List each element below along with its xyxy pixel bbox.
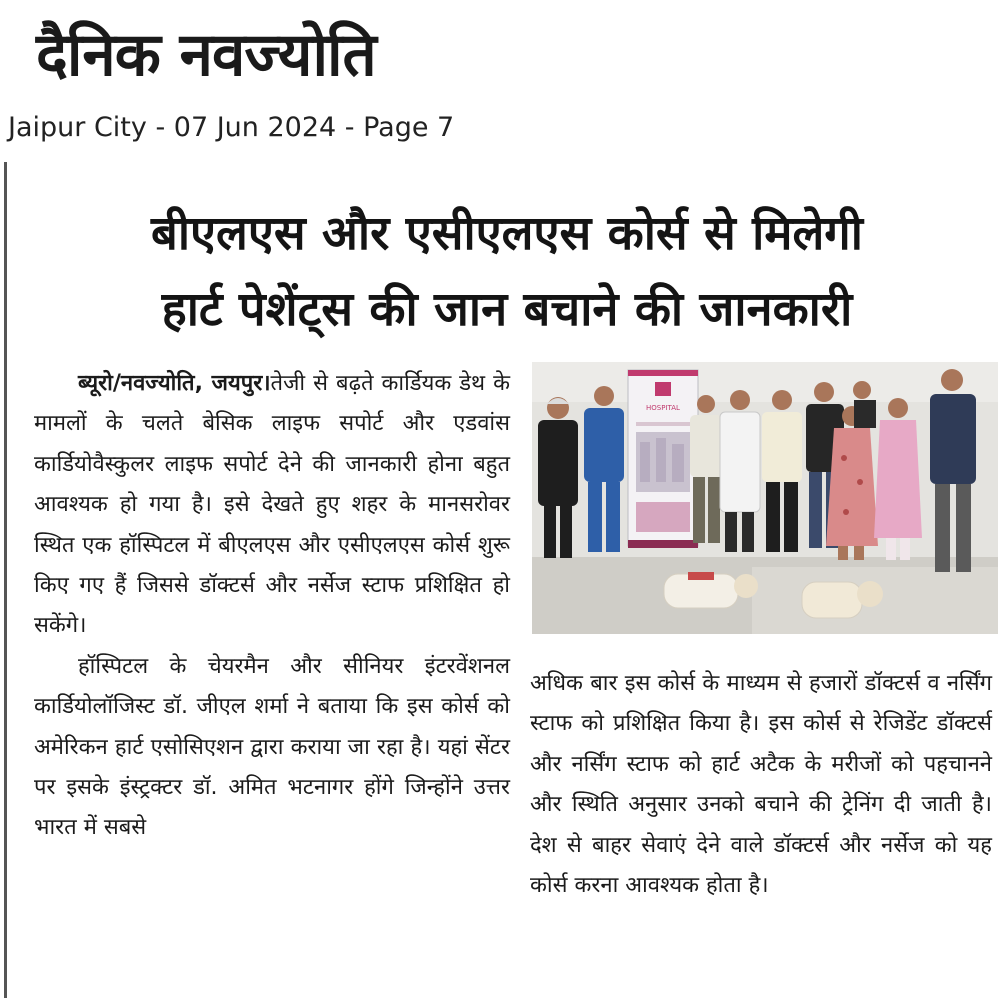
paragraph-2-text: हॉस्पिटल के चेयरमैन और सीनियर इंटरवेंशनल कार्डियोलॉजिस्ट डॉ. जीएल शर्मा ने बताया कि इस कोर्स को अमेरिकन हार्ट एसोसिएशन द्वारा कराया जा रहा है। यहां सेंटर पर इसके इंस्ट्रक्टर डॉ. अमित भटनागर होंगे जिन्होंने उत्तर भारत में सबसे [34, 653, 510, 841]
standee-text: HOSPITAL [646, 404, 680, 412]
group-photo-illustration [532, 362, 998, 634]
article-column-right [530, 664, 992, 906]
article-paragraph [34, 647, 510, 849]
news-photo [532, 362, 998, 634]
hospital-standee [628, 370, 698, 548]
article-paragraph [34, 364, 510, 647]
edition-info: Jaipur City - 07 Jun 2024 - Page 7 [8, 112, 455, 143]
column-rule [4, 162, 7, 998]
paragraph-1-text: तेजी से बढ़ते कार्डियक डेथ के मामलों के चलते बेसिक लाइफ सपोर्ट और एडवांस कार्डियोवैस्कुलर लाइफ सपोर्ट देने की जानकारी होना बहुत आवश्यक हो गया है। इसे देखते हुए शहर के मानसरोवर स्थित एक हॉस्पिटल में बीएलएस और एसीएलएस कोर्स शुरू किए गए हैं जिससे डॉक्टर्स और नर्सेज स्टाफ प्रशिक्षित हो सकेंगे। [34, 371, 510, 639]
headline-line-1: बीएलएस और एसीएलएस कोर्स से मिलेगी [151, 206, 863, 261]
paragraph-3-text: अधिक बार इस कोर्स के माध्यम से हजारों डॉक्टर्स व नर्सिंग स्टाफ को प्रशिक्षित किया है। इस कोर्स से रेजिडेंट डॉक्टर्स और नर्सिंग स्टाफ को हार्ट अटैक के मरीजों को पहचानने और स्थिति अनुसार उनको बचाने की ट्रेनिंग दी जाती है। देश से बाहर सेवाएं देने वाले डॉक्टर्स और नर्सेज को यह कोर्स करना आवश्यक होता है। [530, 671, 992, 899]
article-dateline: ब्यूरो/नवज्योति, जयपुर। [78, 371, 271, 396]
article-paragraph [530, 664, 992, 906]
article-headline [24, 196, 990, 348]
person-9 [874, 398, 922, 560]
newspaper-masthead: दैनिक नवज्योति [36, 20, 376, 90]
article-column-left [34, 364, 510, 849]
headline-line-2: हार्ट पेशेंट्स की जान बचाने की जानकारी [161, 282, 853, 337]
